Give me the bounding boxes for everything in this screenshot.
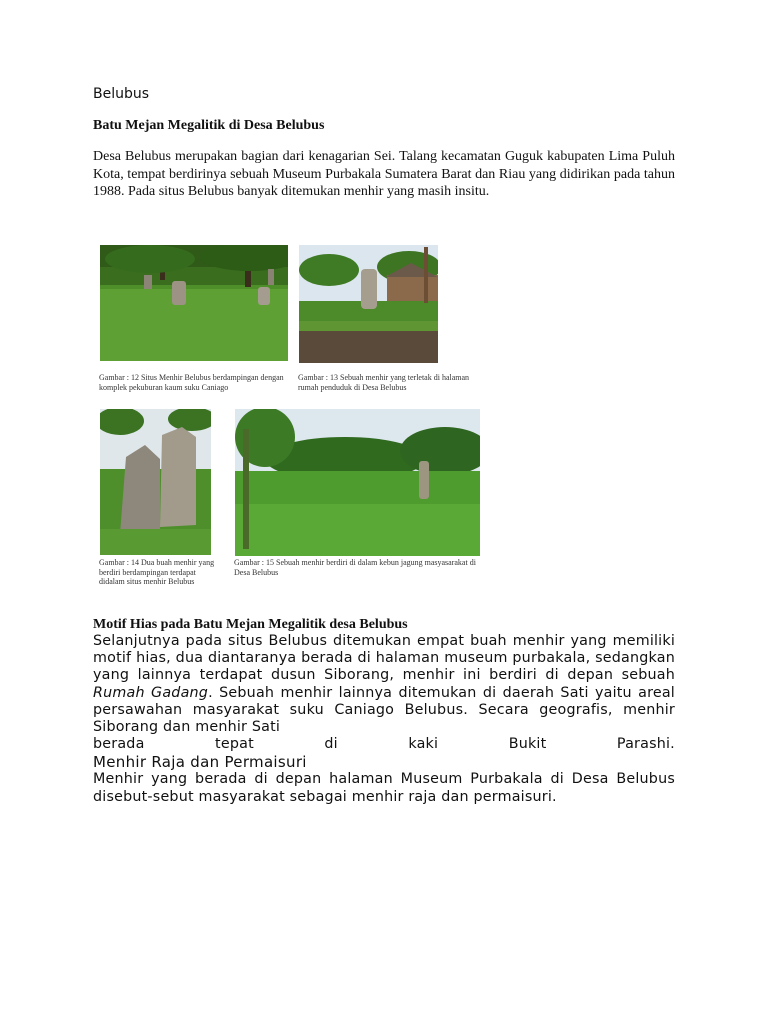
- last-line-word: tepat: [215, 736, 254, 753]
- document-label: Belubus: [93, 86, 150, 102]
- last-line-word: Parashi.: [616, 736, 675, 753]
- intro-paragraph: Desa Belubus merupakan bagian dari kenagarian Sei. Talang kecamatan Guguk kabupaten Lima Puluh Kota, tempat berdirinya sebuah Museum Purbakala Sumatera Barat dan Riau yang didirikan pada tahun 1988. Pada situs Belubus banyak ditemukan menhir yang masih insitu.: [93, 149, 675, 199]
- rumah-gadang-term: Rumah Gadang: [93, 684, 209, 701]
- menhir-raja-paragraph: Menhir yang berada di depan halaman Museum Purbakala di Desa Belubus disebut-sebut masyarakat sebagai menhir raja dan permaisuri.: [93, 771, 675, 805]
- last-line-word: di: [324, 736, 338, 753]
- last-line-word: berada: [93, 736, 145, 753]
- last-line-word: Bukit: [508, 736, 547, 753]
- caption-figure-13: Gambar : 13 Sebuah menhir yang terletak di halaman rumah penduduk di Desa Belubus: [298, 373, 470, 392]
- heading-motif-hias: Motif Hias pada Batu Mejan Megalitik desa Belubus: [93, 617, 408, 632]
- last-line-word: kaki: [408, 736, 439, 753]
- photo-menhir-cemetery: [100, 245, 288, 361]
- caption-figure-14: Gambar : 14 Dua buah menhir yang berdiri berdampingan terdapat didalam situs menhir Belubus: [99, 558, 215, 586]
- photo-two-menhirs: [100, 409, 211, 555]
- heading-menhir-raja: Menhir Raja dan Permaisuri: [93, 753, 307, 771]
- motif-last-line: [93, 736, 675, 753]
- caption-figure-15: Gambar : 15 Sebuah menhir berdiri di dalam kebun jagung masyasarakat di Desa Belubus: [234, 558, 476, 577]
- motif-paragraph: [93, 633, 675, 753]
- motif-text-after: . Sebuah menhir lainnya ditemukan di daerah Sati yaitu areal persawahan masyarakat suku Caniago Belubus. Secara geografis, menhir Siborang dan menhir Sati: [93, 684, 675, 736]
- caption-figure-12: Gambar : 12 Situs Menhir Belubus berdampingan dengan komplek pekuburan kaum suku Caniago: [99, 373, 284, 392]
- photo-menhir-cornfield: [235, 409, 480, 556]
- photo-menhir-house-yard: [299, 245, 438, 363]
- heading-batu-mejan: Batu Mejan Megalitik di Desa Belubus: [93, 118, 325, 133]
- motif-text-before: Selanjutnya pada situs Belubus ditemukan empat buah menhir yang memiliki motif hias, dua diantaranya berada di halaman museum purbakala, sedangkan yang lainnya terdapat dusun Siborang, menhir ini berdiri di depan sebuah: [93, 633, 675, 684]
